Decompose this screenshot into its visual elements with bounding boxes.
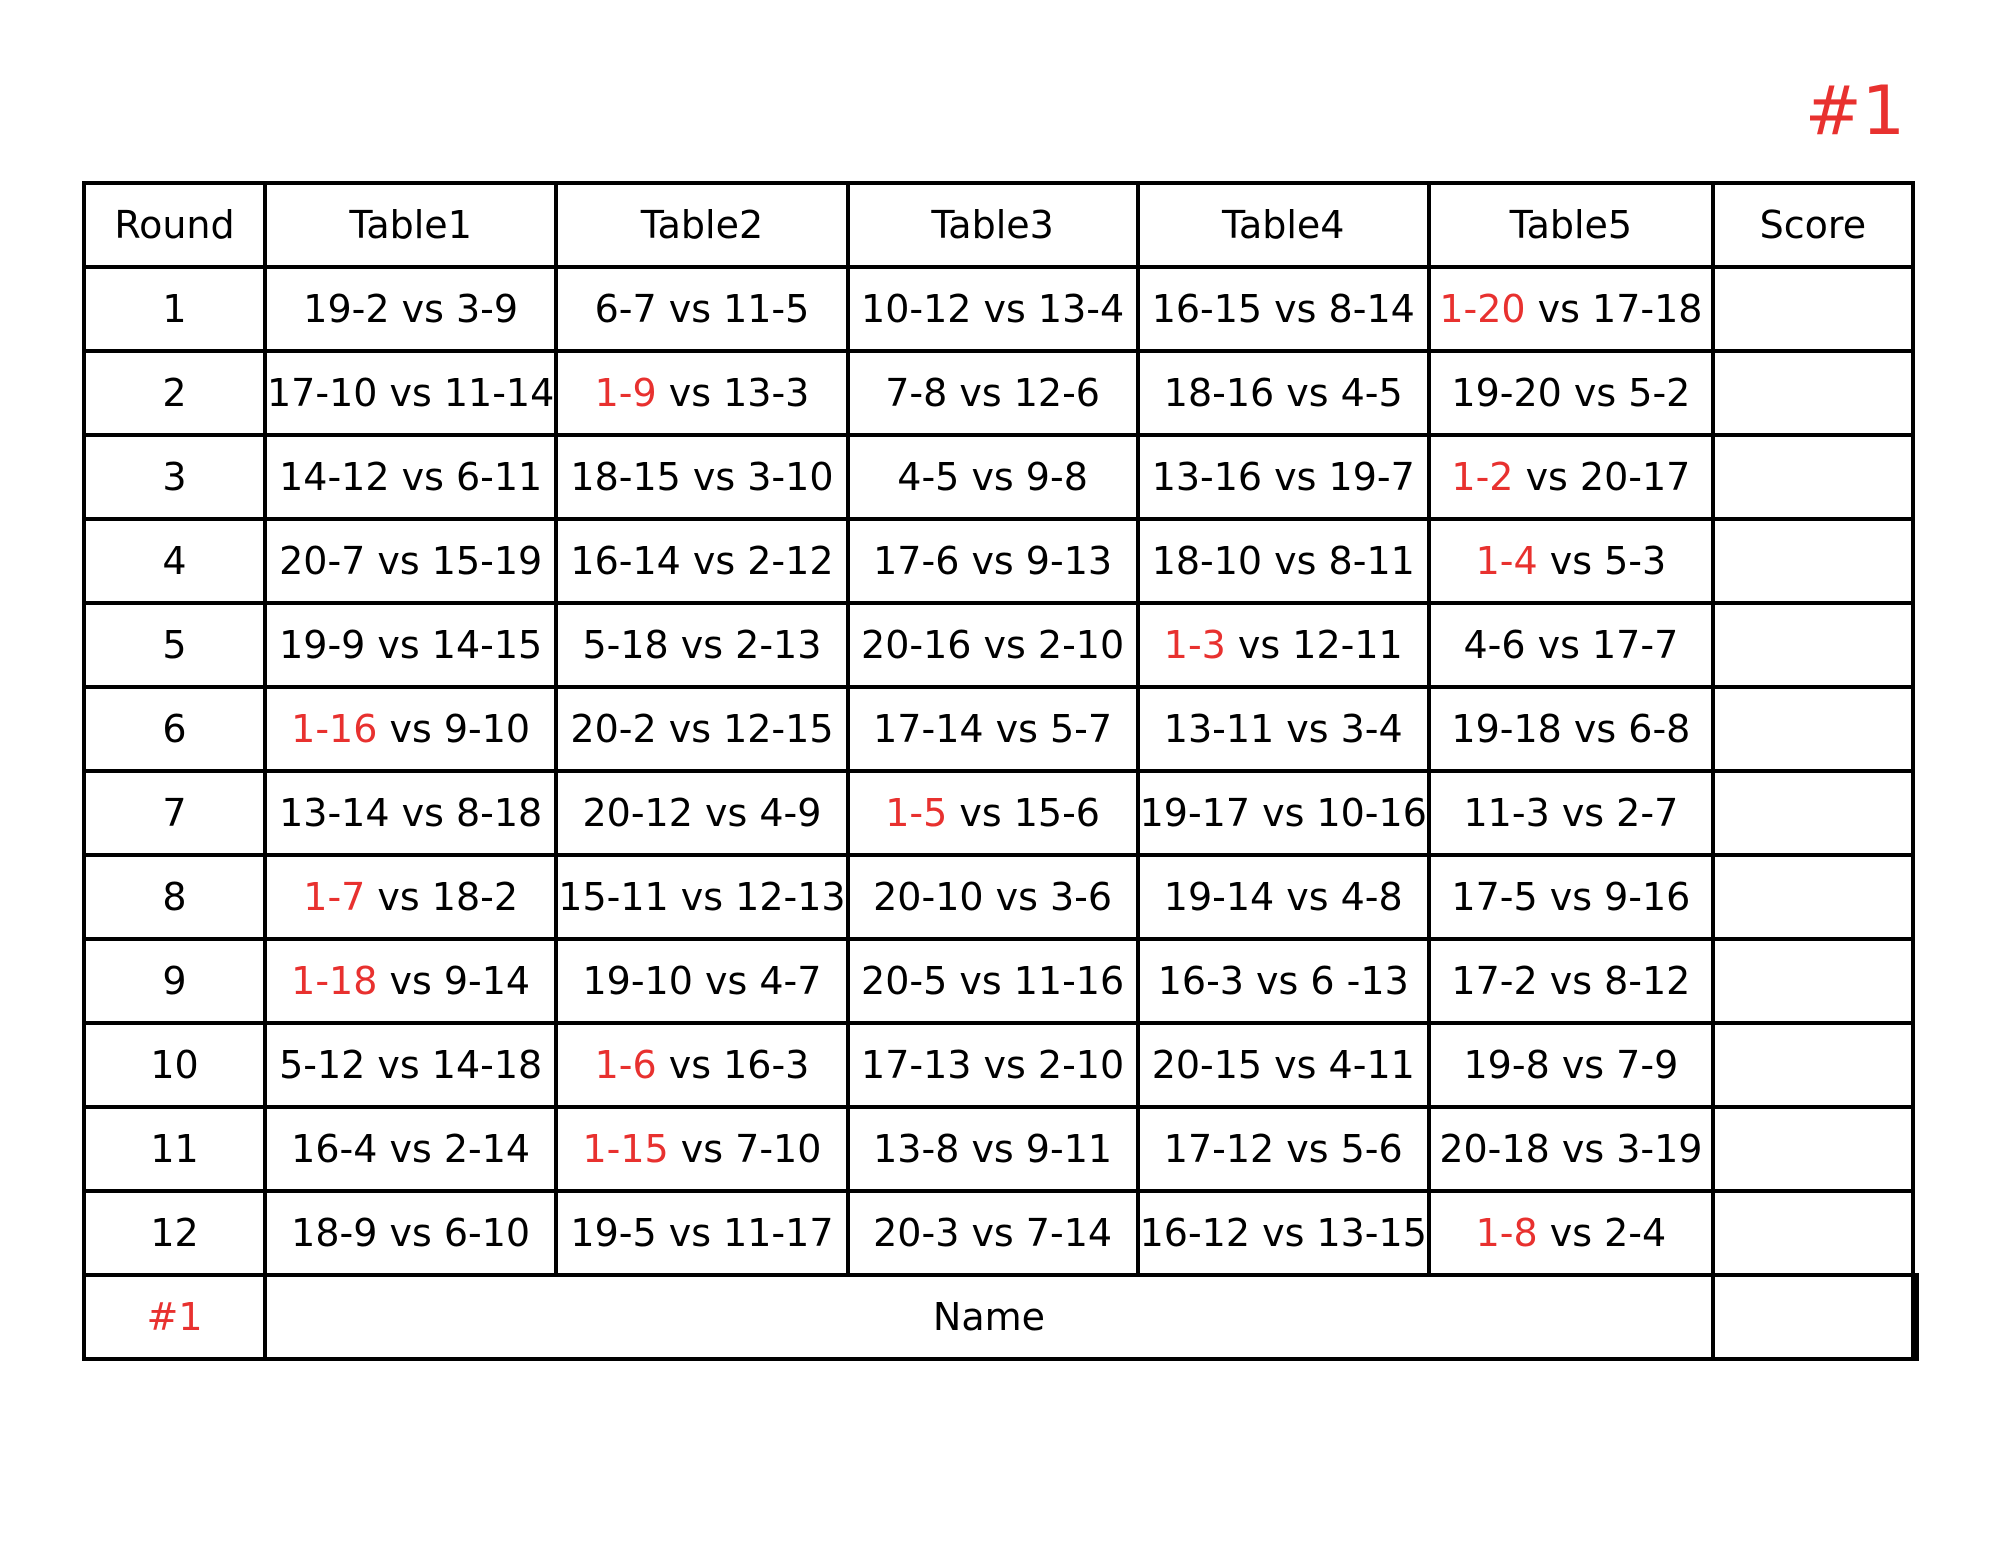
match-cell (1138, 771, 1429, 855)
match-text: 16-14 vs 2-12 (570, 539, 834, 583)
match-cell (1138, 939, 1429, 1023)
match-cell (265, 351, 556, 435)
match-cell (265, 1023, 556, 1107)
match-cell (556, 687, 847, 771)
match-cell (1138, 267, 1429, 351)
match-text: 13-14 vs 8-18 (279, 791, 543, 835)
total-score-field[interactable] (1913, 1275, 1917, 1359)
match-cell (1429, 1107, 1713, 1191)
match-cell (556, 519, 847, 603)
header-table2: Table2 (556, 183, 847, 267)
name-field[interactable] (1713, 1275, 1913, 1359)
match-cell (848, 1023, 1138, 1107)
match-text: 16-4 vs 2-14 (291, 1127, 531, 1171)
match-cell (265, 939, 556, 1023)
match-text: vs 20-17 (1513, 455, 1691, 499)
score-cell[interactable] (1713, 1191, 1913, 1275)
match-cell (1429, 1191, 1713, 1275)
score-cell[interactable] (1713, 519, 1913, 603)
match-cell (556, 351, 847, 435)
table-row (84, 1023, 1917, 1107)
header-round: Round (84, 183, 265, 267)
match-text: 4-5 vs 9-8 (897, 455, 1088, 499)
header-row (84, 183, 1917, 267)
match-cell (265, 1107, 556, 1191)
match-text: 11-3 vs 2-7 (1463, 791, 1679, 835)
corner-player-number: #1 (1804, 72, 1905, 151)
highlighted-pair: 1-15 (582, 1127, 669, 1171)
match-text: 19-8 vs 7-9 (1463, 1043, 1679, 1087)
match-text: vs 12-11 (1225, 623, 1403, 667)
match-cell (556, 1191, 847, 1275)
match-text: 20-18 vs 3-19 (1439, 1127, 1703, 1171)
match-text: 17-5 vs 9-16 (1451, 875, 1691, 919)
match-text: 19-10 vs 4-7 (582, 959, 822, 1003)
match-cell (1429, 1023, 1713, 1107)
table-row (84, 1107, 1917, 1191)
match-cell (556, 267, 847, 351)
match-cell (848, 771, 1138, 855)
match-cell (1429, 939, 1713, 1023)
match-cell (265, 267, 556, 351)
table-row (84, 603, 1917, 687)
match-cell (1429, 603, 1713, 687)
match-cell (848, 1191, 1138, 1275)
header-table3: Table3 (848, 183, 1138, 267)
match-text: 20-7 vs 15-19 (279, 539, 543, 583)
match-text: 16-12 vs 13-15 (1139, 1211, 1427, 1255)
footer-player-number: #1 (84, 1275, 265, 1359)
score-cell[interactable] (1713, 351, 1913, 435)
score-cell[interactable] (1713, 771, 1913, 855)
score-cell[interactable] (1713, 855, 1913, 939)
match-cell (1429, 267, 1713, 351)
match-text: 10-12 vs 13-4 (861, 287, 1125, 331)
match-cell (848, 267, 1138, 351)
match-cell (1138, 603, 1429, 687)
match-cell (1429, 687, 1713, 771)
round-number: 12 (84, 1191, 265, 1275)
match-text: 13-16 vs 19-7 (1151, 455, 1415, 499)
match-cell (265, 435, 556, 519)
round-number: 9 (84, 939, 265, 1023)
highlighted-pair: 1-20 (1439, 287, 1526, 331)
match-text: 19-18 vs 6-8 (1451, 707, 1691, 751)
match-text: 19-2 vs 3-9 (303, 287, 519, 331)
match-text: 20-2 vs 12-15 (570, 707, 834, 751)
table-row (84, 435, 1917, 519)
match-cell (1138, 1023, 1429, 1107)
match-text: 13-11 vs 3-4 (1163, 707, 1403, 751)
match-cell (848, 351, 1138, 435)
match-cell (1429, 855, 1713, 939)
match-text: vs 13-3 (656, 371, 810, 415)
highlighted-pair: 1-7 (303, 875, 366, 919)
match-text: 18-10 vs 8-11 (1151, 539, 1415, 583)
match-text: vs 16-3 (656, 1043, 810, 1087)
match-text: 13-8 vs 9-11 (873, 1127, 1113, 1171)
round-number: 7 (84, 771, 265, 855)
schedule-table (82, 181, 1919, 1361)
match-text: 20-12 vs 4-9 (582, 791, 822, 835)
highlighted-pair: 1-9 (594, 371, 657, 415)
match-cell (1138, 519, 1429, 603)
match-text: 17-13 vs 2-10 (861, 1043, 1125, 1087)
match-cell (848, 855, 1138, 939)
match-text: vs 15-6 (947, 791, 1100, 835)
match-text: 20-3 vs 7-14 (873, 1211, 1113, 1255)
highlighted-pair: 1-2 (1451, 455, 1514, 499)
match-cell (556, 855, 847, 939)
match-cell (1138, 855, 1429, 939)
match-cell (1138, 687, 1429, 771)
score-cell[interactable] (1713, 1107, 1913, 1191)
table-row (84, 1191, 1917, 1275)
match-cell (556, 603, 847, 687)
table-row (84, 939, 1917, 1023)
match-text: 17-2 vs 8-12 (1451, 959, 1691, 1003)
match-text: 17-14 vs 5-7 (873, 707, 1113, 751)
match-text: vs 9-14 (377, 959, 531, 1003)
table-row (84, 351, 1917, 435)
match-cell (1138, 1191, 1429, 1275)
score-cell[interactable] (1713, 603, 1913, 687)
table-row (84, 267, 1917, 351)
match-text: 19-17 vs 10-16 (1139, 791, 1427, 835)
highlighted-pair: 1-6 (594, 1043, 657, 1087)
match-text: 17-12 vs 5-6 (1163, 1127, 1403, 1171)
match-text: 20-15 vs 4-11 (1151, 1043, 1415, 1087)
match-text: 5-12 vs 14-18 (279, 1043, 543, 1087)
match-cell (556, 1023, 847, 1107)
highlighted-pair: 1-5 (885, 791, 948, 835)
match-cell (1138, 1107, 1429, 1191)
score-cell[interactable] (1713, 939, 1913, 1023)
match-text: 5-18 vs 2-13 (582, 623, 822, 667)
match-cell (848, 939, 1138, 1023)
match-text: 18-16 vs 4-5 (1163, 371, 1403, 415)
match-text: 19-14 vs 4-8 (1163, 875, 1403, 919)
table-row (84, 855, 1917, 939)
score-cell[interactable] (1713, 267, 1913, 351)
highlighted-pair: 1-4 (1475, 539, 1538, 583)
highlighted-pair: 1-3 (1163, 623, 1226, 667)
match-text: 14-12 vs 6-11 (279, 455, 543, 499)
match-text: vs 18-2 (365, 875, 519, 919)
match-text: 19-9 vs 14-15 (279, 623, 543, 667)
match-text: 19-5 vs 11-17 (570, 1211, 834, 1255)
match-cell (556, 939, 847, 1023)
match-text: vs 9-10 (377, 707, 531, 751)
table-row (84, 687, 1917, 771)
round-number: 6 (84, 687, 265, 771)
match-text: 4-6 vs 17-7 (1463, 623, 1679, 667)
match-cell (556, 1107, 847, 1191)
match-cell (848, 519, 1138, 603)
match-cell (848, 435, 1138, 519)
match-cell (1429, 771, 1713, 855)
match-cell (1429, 435, 1713, 519)
match-text: 19-20 vs 5-2 (1451, 371, 1691, 415)
table-row (84, 519, 1917, 603)
match-cell (848, 687, 1138, 771)
match-cell (265, 855, 556, 939)
round-number: 1 (84, 267, 265, 351)
match-text: 20-5 vs 11-16 (861, 959, 1125, 1003)
match-text: 18-9 vs 6-10 (291, 1211, 531, 1255)
match-cell (556, 771, 847, 855)
match-text: 18-15 vs 3-10 (570, 455, 834, 499)
round-number: 5 (84, 603, 265, 687)
name-label: Name (265, 1275, 1713, 1359)
match-text: vs 17-18 (1525, 287, 1703, 331)
match-cell (265, 519, 556, 603)
match-text: 7-8 vs 12-6 (885, 371, 1100, 415)
round-number: 10 (84, 1023, 265, 1107)
match-text: 20-16 vs 2-10 (861, 623, 1125, 667)
match-text: 17-10 vs 11-14 (267, 371, 555, 415)
score-cell[interactable] (1713, 1023, 1913, 1107)
match-cell (1429, 351, 1713, 435)
table-row (84, 771, 1917, 855)
header-table4: Table4 (1138, 183, 1429, 267)
match-cell (265, 687, 556, 771)
highlighted-pair: 1-16 (291, 707, 378, 751)
round-number: 3 (84, 435, 265, 519)
round-number: 4 (84, 519, 265, 603)
header-table1: Table1 (265, 183, 556, 267)
header-score: Score (1713, 183, 1913, 267)
match-cell (1138, 435, 1429, 519)
score-cell[interactable] (1713, 435, 1913, 519)
match-text: 6-7 vs 11-5 (594, 287, 810, 331)
rounds-body (84, 267, 1917, 1275)
score-cell[interactable] (1713, 687, 1913, 771)
highlighted-pair: 1-18 (291, 959, 378, 1003)
match-cell (556, 435, 847, 519)
match-text: vs 5-3 (1537, 539, 1667, 583)
header-table5: Table5 (1429, 183, 1713, 267)
match-text: 16-3 vs 6 -13 (1157, 959, 1409, 1003)
match-text: 17-6 vs 9-13 (873, 539, 1113, 583)
match-cell (1138, 351, 1429, 435)
round-number: 2 (84, 351, 265, 435)
round-number: 8 (84, 855, 265, 939)
match-cell (265, 603, 556, 687)
match-text: 15-11 vs 12-13 (558, 875, 846, 919)
match-cell (265, 1191, 556, 1275)
match-text: vs 2-4 (1537, 1211, 1667, 1255)
match-text: vs 7-10 (668, 1127, 822, 1171)
match-cell (1429, 519, 1713, 603)
match-cell (848, 603, 1138, 687)
footer-row (84, 1275, 1917, 1359)
match-text: 16-15 vs 8-14 (1151, 287, 1415, 331)
match-text: 20-10 vs 3-6 (873, 875, 1113, 919)
highlighted-pair: 1-8 (1475, 1211, 1538, 1255)
round-number: 11 (84, 1107, 265, 1191)
match-cell (848, 1107, 1138, 1191)
match-cell (265, 771, 556, 855)
